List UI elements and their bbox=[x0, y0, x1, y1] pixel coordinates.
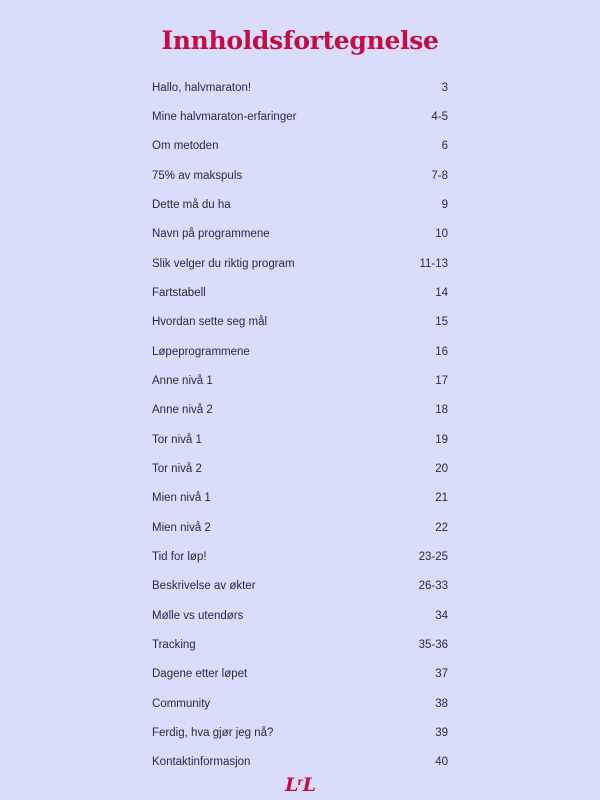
toc-entry-title: Mølle vs utendørs bbox=[152, 609, 244, 622]
toc-entry-title: Navn på programmene bbox=[152, 228, 270, 241]
toc-row bbox=[152, 396, 448, 425]
logo-letter-right: L bbox=[302, 774, 315, 796]
toc-row bbox=[152, 513, 448, 542]
toc-entry-title: Community bbox=[152, 697, 211, 710]
logo-letter-left: L bbox=[285, 774, 298, 796]
toc-row bbox=[152, 220, 448, 249]
toc-entry-page: 34 bbox=[435, 609, 448, 622]
toc-entry-title: Tor nivå 2 bbox=[152, 462, 202, 475]
toc-row bbox=[152, 572, 448, 601]
toc-entry-page: 35-36 bbox=[418, 638, 448, 651]
toc-row bbox=[152, 161, 448, 190]
toc-entry-title: Dette må du ha bbox=[152, 198, 231, 211]
toc-row bbox=[152, 454, 448, 483]
toc-entry-title: Dagene etter løpet bbox=[152, 668, 248, 681]
toc-row bbox=[152, 630, 448, 659]
toc-row bbox=[152, 190, 448, 219]
toc-row bbox=[152, 542, 448, 571]
toc-entry-page: 9 bbox=[441, 198, 448, 211]
toc-entry-title: Ferdig, hva gjør jeg nå? bbox=[152, 726, 274, 739]
toc-entry-title: Kontaktinformasjon bbox=[152, 756, 251, 769]
toc-entry-title: Om metoden bbox=[152, 140, 219, 153]
toc-entry-page: 16 bbox=[435, 345, 448, 358]
toc-entry-page: 20 bbox=[435, 462, 448, 475]
toc-row bbox=[152, 278, 448, 307]
toc-entry-page: 15 bbox=[435, 316, 448, 329]
toc-row bbox=[152, 484, 448, 513]
toc-row bbox=[152, 660, 448, 689]
toc-row bbox=[152, 748, 448, 777]
toc-entry-page: 18 bbox=[435, 404, 448, 417]
toc-entry-title: Beskrivelse av økter bbox=[152, 580, 256, 593]
toc-entry-title: Slik velger du riktig program bbox=[152, 257, 295, 270]
toc-entry-page: 22 bbox=[435, 521, 448, 534]
toc-entry-page: 11-13 bbox=[419, 257, 448, 270]
toc-row bbox=[152, 73, 448, 102]
toc-entry-page: 21 bbox=[435, 492, 448, 505]
toc-entry-title: Tid for løp! bbox=[152, 550, 207, 563]
toc-entry-page: 7-8 bbox=[431, 169, 448, 182]
logo-letter-middle: r bbox=[297, 777, 303, 788]
toc-entry-title: Anne nivå 1 bbox=[152, 374, 213, 387]
toc-entry-page: 6 bbox=[441, 140, 448, 153]
toc-row bbox=[152, 132, 448, 161]
toc-entry-page: 38 bbox=[435, 697, 448, 710]
toc-entry-title: Hvordan sette seg mål bbox=[152, 316, 268, 329]
toc-entry-title: Mien nivå 1 bbox=[152, 492, 211, 505]
toc-entry-page: 26-33 bbox=[418, 580, 448, 593]
toc-entry-page: 17 bbox=[435, 374, 448, 387]
table-of-contents bbox=[152, 73, 448, 777]
toc-row bbox=[152, 337, 448, 366]
toc-entry-page: 19 bbox=[435, 433, 448, 446]
toc-entry-title: 75% av makspuls bbox=[152, 169, 243, 182]
toc-entry-page: 4-5 bbox=[431, 110, 448, 123]
toc-row bbox=[152, 366, 448, 395]
toc-entry-page: 10 bbox=[435, 228, 448, 241]
toc-entry-title: Anne nivå 2 bbox=[152, 404, 213, 417]
toc-entry-title: Tracking bbox=[152, 638, 196, 651]
toc-row bbox=[152, 308, 448, 337]
toc-entry-page: 37 bbox=[435, 668, 448, 681]
toc-entry-title: Mine halvmaraton-erfaringer bbox=[152, 110, 297, 123]
toc-entry-title: Fartstabell bbox=[152, 286, 206, 299]
toc-entry-page: 14 bbox=[435, 286, 448, 299]
toc-row bbox=[152, 425, 448, 454]
toc-entry-title: Løpeprogrammene bbox=[152, 345, 250, 358]
toc-entry-page: 3 bbox=[441, 81, 448, 94]
toc-row bbox=[152, 601, 448, 630]
toc-entry-title: Mien nivå 2 bbox=[152, 521, 211, 534]
toc-entry-page: 23-25 bbox=[418, 550, 448, 563]
toc-row bbox=[152, 102, 448, 131]
brand-logo bbox=[0, 774, 600, 796]
toc-entry-page: 39 bbox=[435, 726, 448, 739]
page-title: Innholdsfortegnelse bbox=[161, 26, 439, 55]
toc-row bbox=[152, 718, 448, 747]
toc-row bbox=[152, 689, 448, 718]
toc-row bbox=[152, 249, 448, 278]
toc-entry-title: Hallo, halvmaraton! bbox=[152, 81, 252, 94]
toc-entry-page: 40 bbox=[435, 756, 448, 769]
toc-entry-title: Tor nivå 1 bbox=[152, 433, 202, 446]
